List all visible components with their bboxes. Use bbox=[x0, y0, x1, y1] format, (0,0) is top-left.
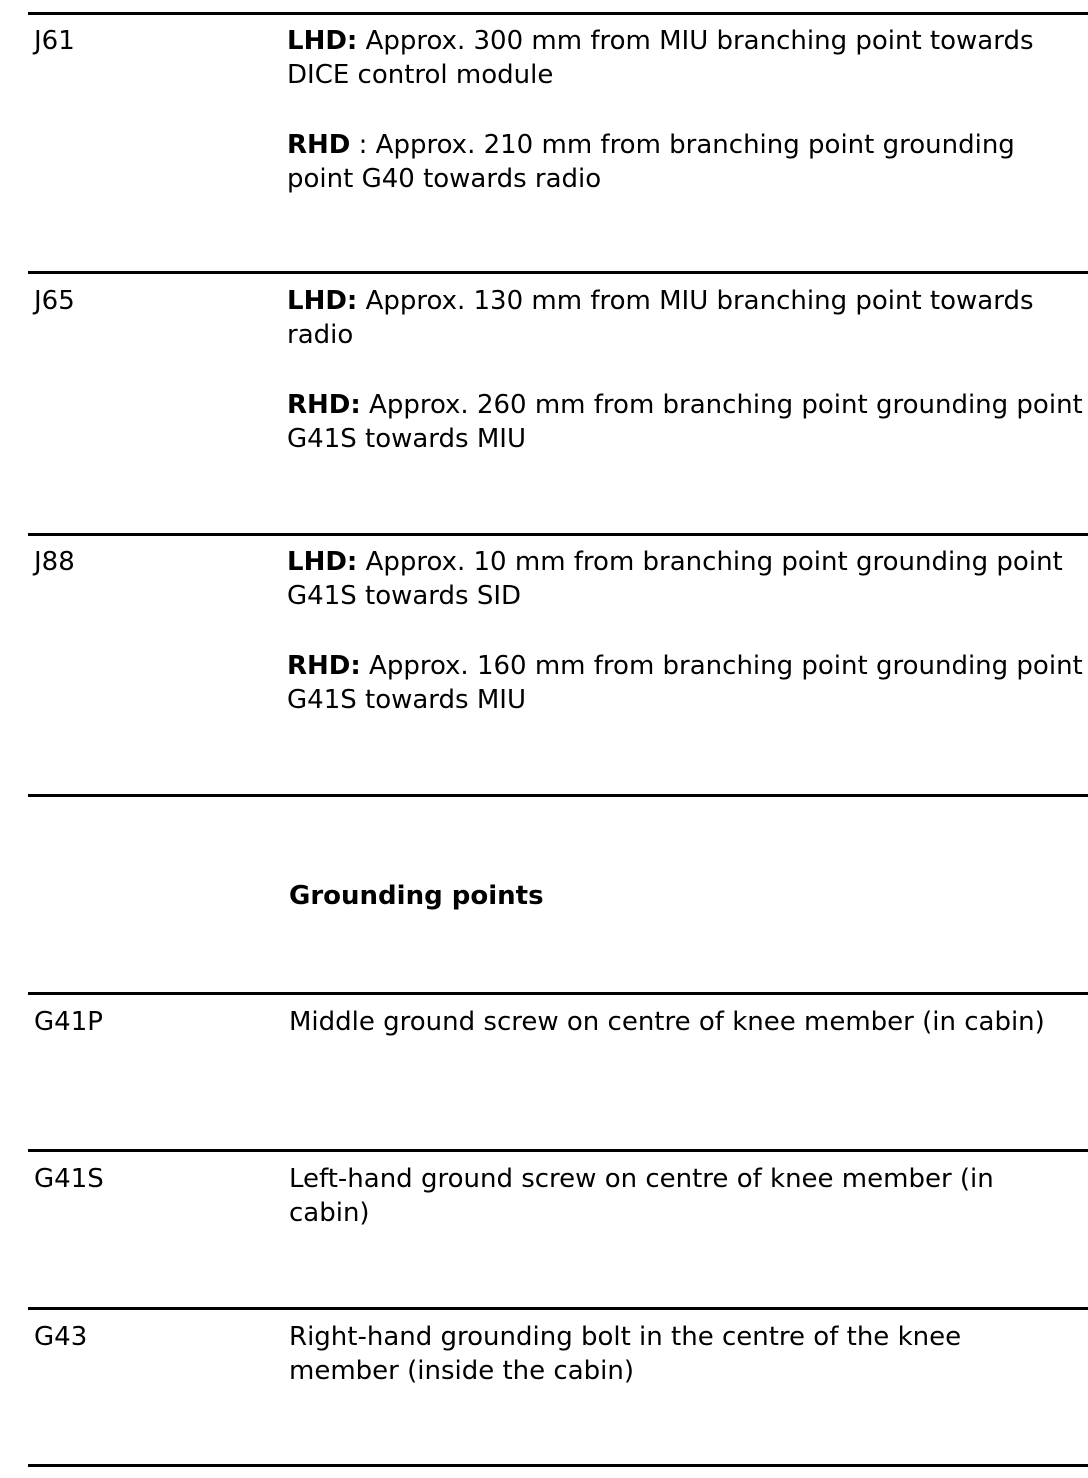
table-rule bbox=[28, 533, 1088, 536]
grounding-point-code: G43 bbox=[34, 1322, 88, 1352]
grounding-point-description: Right-hand grounding bolt in the centre of the knee member (inside the cabin) bbox=[289, 1322, 962, 1386]
section-heading: Grounding points bbox=[289, 881, 544, 911]
lhd-label: LHD: bbox=[287, 286, 358, 316]
table-rule bbox=[28, 12, 1088, 15]
lhd-text: Approx. 130 mm from MIU branching point towards radio bbox=[287, 286, 1034, 350]
lhd-paragraph bbox=[287, 24, 1087, 92]
table-rule bbox=[28, 794, 1088, 797]
grounding-point-code: G41P bbox=[34, 1007, 103, 1037]
table-rule bbox=[28, 992, 1088, 995]
grounding-point-description: Left-hand ground screw on centre of knee member (in cabin) bbox=[289, 1164, 994, 1228]
rhd-paragraph bbox=[287, 649, 1087, 717]
table-rule bbox=[28, 1464, 1088, 1467]
row-code: J61 bbox=[34, 26, 75, 56]
row-description bbox=[287, 24, 1087, 196]
lhd-paragraph bbox=[287, 284, 1087, 352]
rhd-text: Approx. 260 mm from branching point grounding point G41S towards MIU bbox=[287, 390, 1083, 454]
table-rule bbox=[28, 1307, 1088, 1310]
lhd-label: LHD: bbox=[287, 26, 358, 56]
lhd-label: LHD: bbox=[287, 547, 358, 577]
lhd-text: Approx. 300 mm from MIU branching point towards DICE control module bbox=[287, 26, 1034, 90]
rhd-paragraph bbox=[287, 388, 1087, 456]
lhd-text: Approx. 10 mm from branching point grounding point G41S towards SID bbox=[287, 547, 1063, 611]
grounding-point-code: G41S bbox=[34, 1164, 104, 1194]
rhd-label: RHD bbox=[287, 130, 351, 160]
rhd-paragraph bbox=[287, 128, 1087, 196]
rhd-text: : Approx. 210 mm from branching point grounding point G40 towards radio bbox=[287, 130, 1015, 194]
row-code: J88 bbox=[34, 547, 75, 577]
table-rule bbox=[28, 271, 1088, 274]
row-code: J65 bbox=[34, 286, 75, 316]
row-description bbox=[287, 545, 1087, 717]
rhd-text: Approx. 160 mm from branching point grounding point G41S towards MIU bbox=[287, 651, 1083, 715]
row-description bbox=[287, 284, 1087, 456]
table-rule bbox=[28, 1149, 1088, 1152]
rhd-label: RHD: bbox=[287, 390, 361, 420]
grounding-point-description: Middle ground screw on centre of knee member (in cabin) bbox=[289, 1007, 1045, 1037]
lhd-paragraph bbox=[287, 545, 1087, 613]
rhd-label: RHD: bbox=[287, 651, 361, 681]
